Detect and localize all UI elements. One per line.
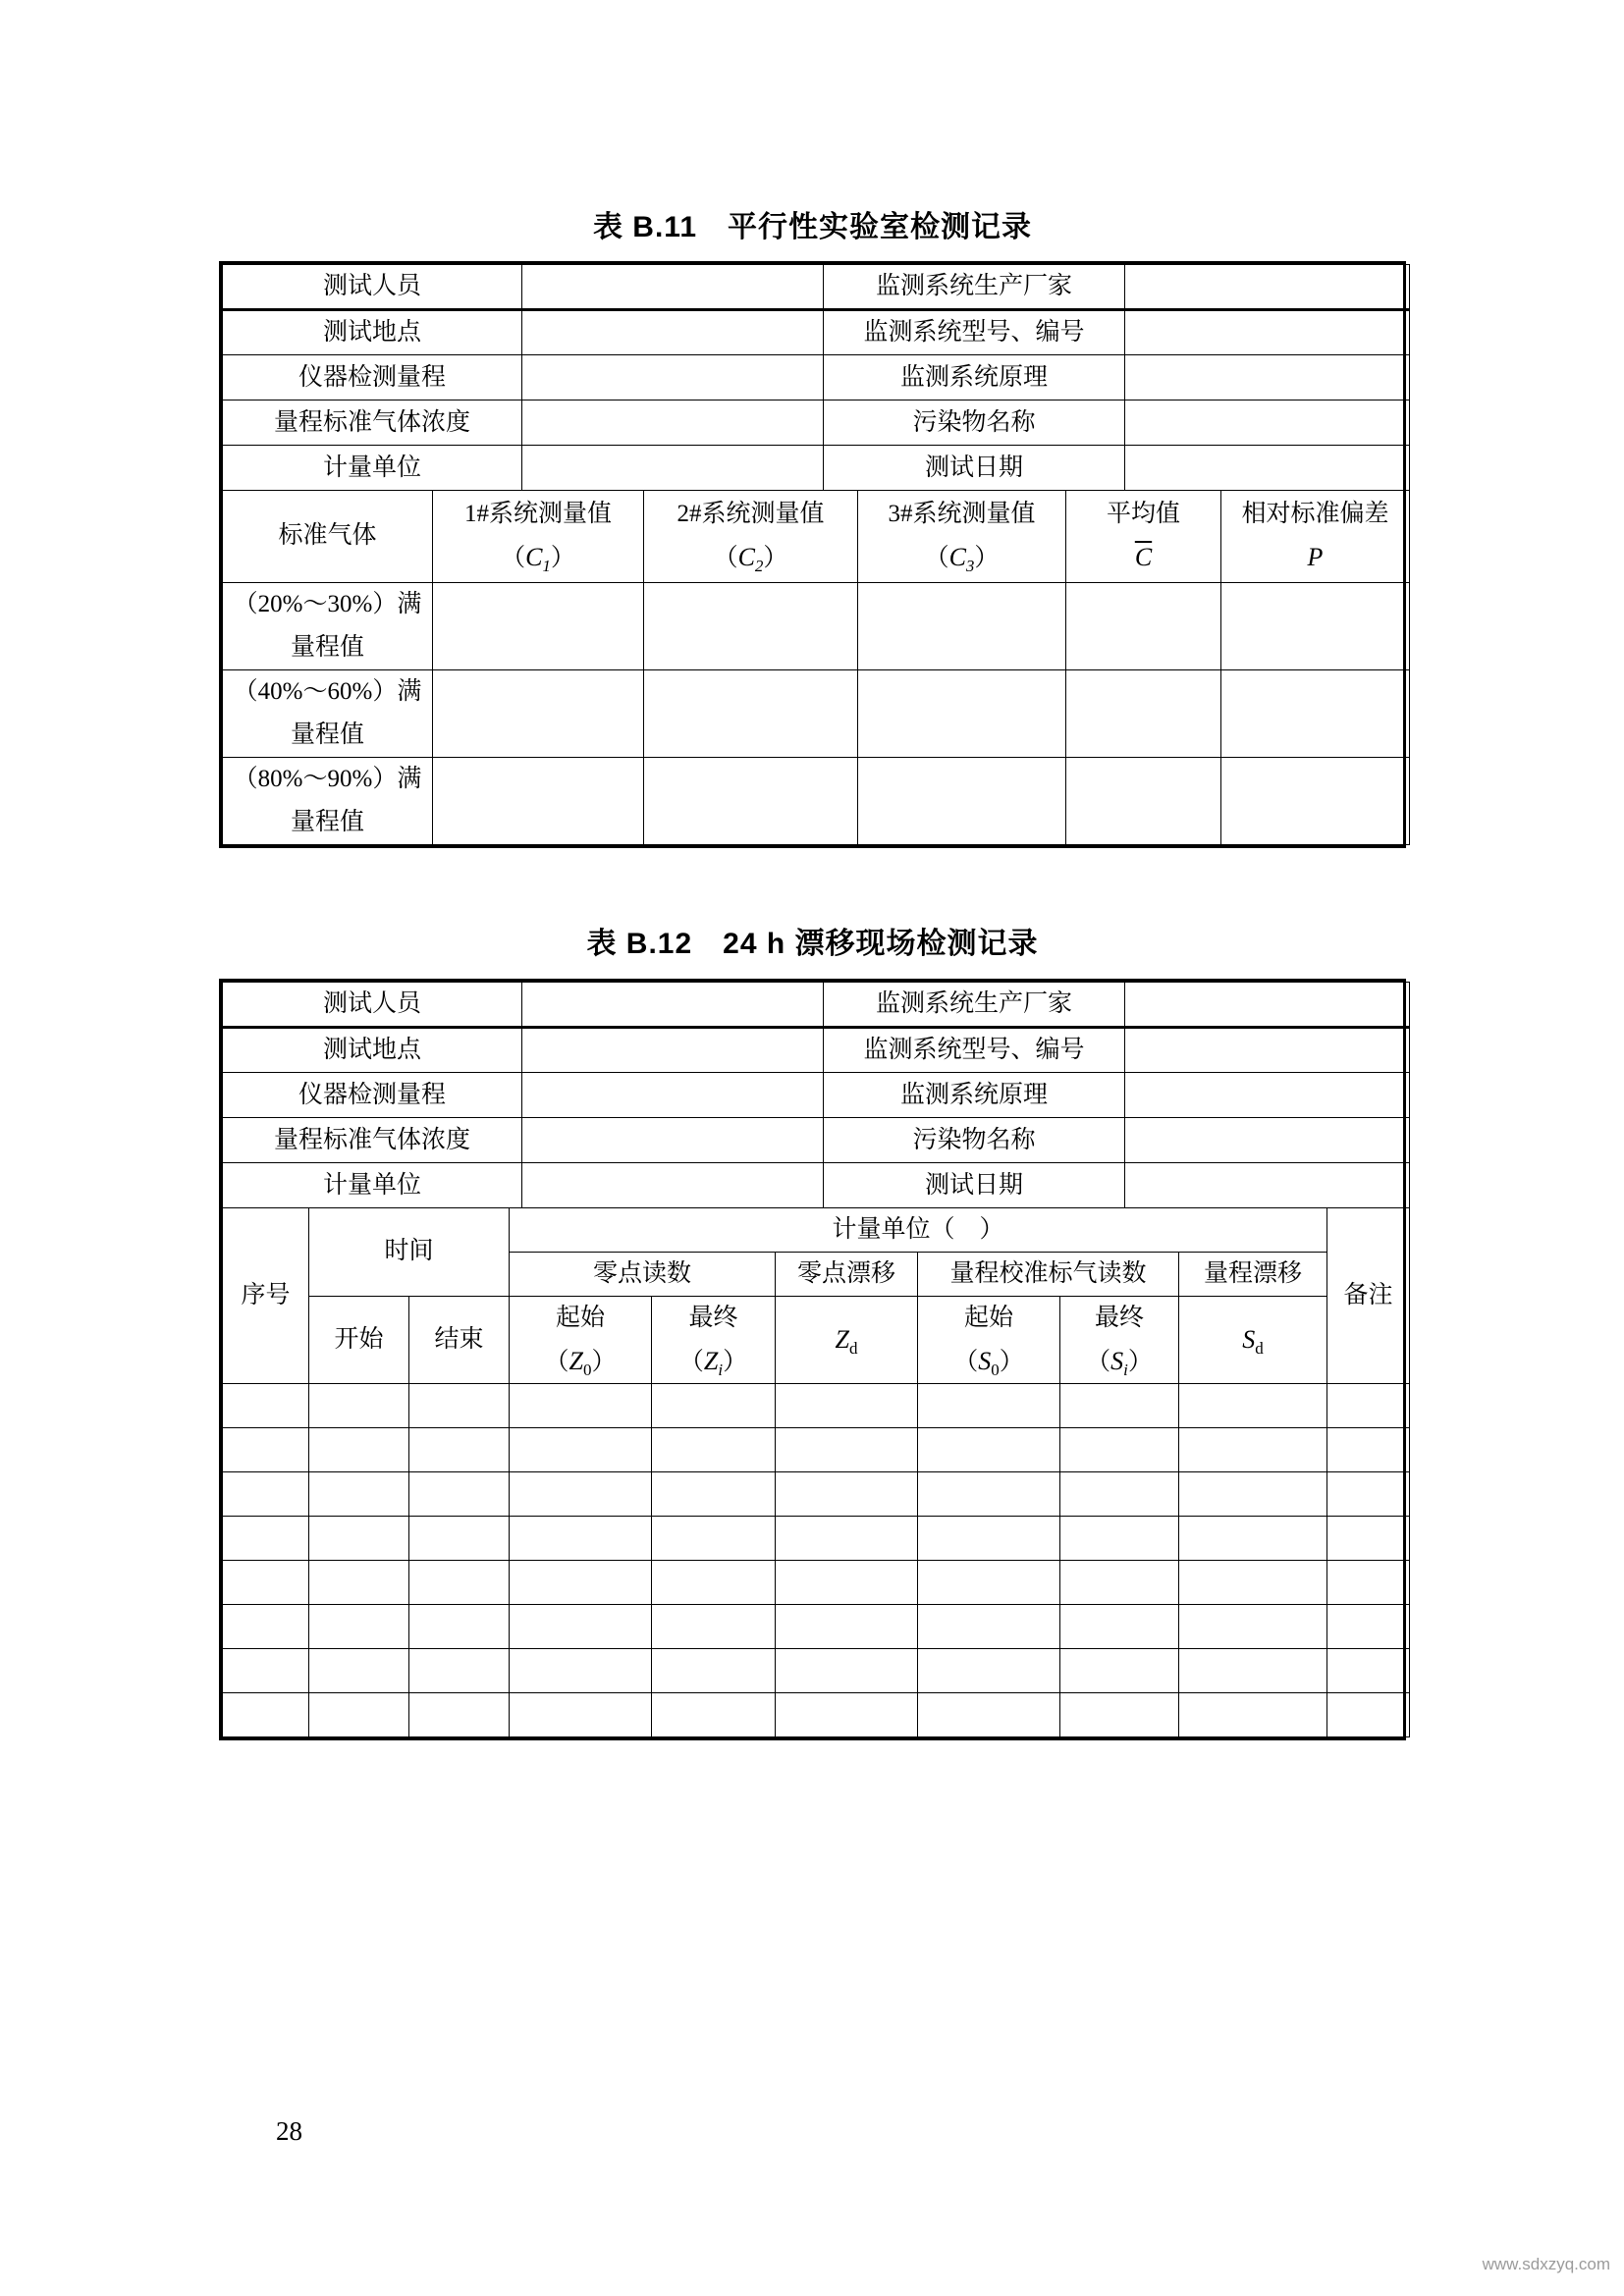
col-header-si — [1060, 1296, 1179, 1383]
watermark: www.sdxzyq.com — [1482, 2255, 1610, 2273]
empty-cell — [858, 757, 1066, 844]
paren-close: ） — [974, 545, 1000, 572]
drift-empty-row — [223, 1516, 1410, 1560]
empty-cell — [776, 1604, 918, 1648]
paren-close: ） — [723, 1348, 748, 1375]
col-header-text: 起始 — [556, 1304, 606, 1331]
col-header-mean — [1066, 491, 1221, 582]
table-row — [223, 757, 1410, 844]
empty-cell — [309, 1648, 409, 1692]
empty-cell — [309, 1516, 409, 1560]
empty-cell — [1066, 757, 1221, 844]
info-label: 测试人员 — [223, 265, 522, 310]
empty-cell — [409, 1471, 510, 1516]
drift-empty-row — [223, 1648, 1410, 1692]
info-value-cell — [1125, 1028, 1410, 1073]
info-value-cell — [1125, 1163, 1410, 1208]
drift-empty-row — [223, 1604, 1410, 1648]
info-value-cell — [522, 355, 824, 400]
empty-cell — [309, 1383, 409, 1427]
empty-cell — [918, 1471, 1060, 1516]
row-label-line2: 量程值 — [290, 633, 364, 661]
empty-cell — [644, 669, 858, 757]
empty-cell — [433, 669, 644, 757]
empty-cell — [1179, 1427, 1327, 1471]
table-row — [223, 669, 1410, 757]
var-subscript: 0 — [991, 1360, 1000, 1379]
drift-empty-row — [223, 1383, 1410, 1427]
col-header-sd — [1179, 1296, 1327, 1383]
info-label: 污染物名称 — [824, 1118, 1125, 1163]
empty-cell — [1179, 1692, 1327, 1736]
info-value-cell — [522, 1118, 824, 1163]
empty-cell — [510, 1560, 652, 1604]
info-row — [223, 1073, 1410, 1118]
paren-open: （ — [501, 545, 526, 572]
col-header-text: 最终 — [1095, 1304, 1145, 1331]
info-label: 量程标准气体浓度 — [223, 1118, 522, 1163]
info-row — [223, 265, 1410, 310]
info-label: 污染物名称 — [824, 400, 1125, 446]
info-label: 监测系统原理 — [824, 1073, 1125, 1118]
col-header-span-drift: 量程漂移 — [1179, 1252, 1327, 1296]
table-b11 — [219, 261, 1406, 848]
col-header-zi — [652, 1296, 776, 1383]
empty-cell — [1327, 1516, 1410, 1560]
col-header-s0 — [918, 1296, 1060, 1383]
empty-cell — [1327, 1383, 1410, 1427]
info-label: 监测系统原理 — [824, 355, 1125, 400]
empty-cell — [918, 1383, 1060, 1427]
row-label-line2: 量程值 — [290, 721, 364, 748]
drift-empty-row — [223, 1692, 1410, 1736]
info-value-cell — [522, 446, 824, 491]
paren-close: ） — [550, 545, 575, 572]
info-label: 监测系统生产厂家 — [824, 265, 1125, 310]
col-header-zd — [776, 1296, 918, 1383]
col-header-text: 3#系统测量值 — [888, 501, 1036, 528]
empty-cell — [1327, 1604, 1410, 1648]
empty-cell — [1221, 757, 1410, 844]
empty-cell — [510, 1516, 652, 1560]
row-label — [223, 669, 433, 757]
drift-header-row-1 — [223, 1208, 1410, 1252]
table-b12 — [219, 979, 1406, 1740]
empty-cell — [1060, 1427, 1179, 1471]
col-header-remark: 备注 — [1327, 1208, 1410, 1383]
table-b12-info-section — [222, 982, 1410, 1208]
rsd-symbol: P — [1307, 543, 1324, 572]
var-symbol: Z — [703, 1346, 719, 1375]
var-symbol: C — [737, 543, 755, 572]
empty-cell — [1179, 1604, 1327, 1648]
empty-cell — [510, 1471, 652, 1516]
empty-cell — [1060, 1560, 1179, 1604]
col-header-sys1 — [433, 491, 644, 582]
col-header-text: 平均值 — [1106, 501, 1180, 528]
info-row — [223, 1118, 1410, 1163]
info-value-cell — [522, 1028, 824, 1073]
paren-open: （ — [544, 1348, 569, 1375]
empty-cell — [409, 1383, 510, 1427]
empty-cell — [1179, 1648, 1327, 1692]
col-header-seq: 序号 — [223, 1208, 309, 1383]
empty-cell — [223, 1383, 309, 1427]
paren-open: （ — [924, 545, 949, 572]
empty-cell — [1327, 1692, 1410, 1736]
empty-cell — [652, 1648, 776, 1692]
row-label — [223, 582, 433, 669]
col-header-start: 开始 — [309, 1296, 409, 1383]
drift-empty-row — [223, 1471, 1410, 1516]
empty-cell — [409, 1648, 510, 1692]
var-symbol: C — [525, 543, 543, 572]
empty-cell — [1221, 582, 1410, 669]
var-subscript: d — [849, 1338, 858, 1358]
info-label: 测试地点 — [223, 310, 522, 355]
empty-cell — [652, 1692, 776, 1736]
row-label-line2: 量程值 — [290, 808, 364, 835]
col-header-formula — [510, 1340, 651, 1383]
paren-close: ） — [1127, 1348, 1153, 1375]
info-row — [223, 400, 1410, 446]
var-subscript: 0 — [583, 1360, 592, 1379]
var-symbol: S — [1110, 1346, 1124, 1375]
empty-cell — [510, 1383, 652, 1427]
empty-cell — [1060, 1692, 1179, 1736]
empty-cell — [510, 1692, 652, 1736]
col-header-text: 最终 — [688, 1304, 738, 1331]
empty-cell — [918, 1560, 1060, 1604]
empty-cell — [409, 1692, 510, 1736]
info-row — [223, 446, 1410, 491]
empty-cell — [858, 582, 1066, 669]
empty-cell — [409, 1604, 510, 1648]
var-symbol: C — [948, 543, 966, 572]
var-symbol: S — [1242, 1324, 1256, 1354]
info-row — [223, 310, 1410, 355]
table-row — [223, 582, 1410, 669]
info-value-cell — [522, 983, 824, 1028]
info-value-cell — [522, 400, 824, 446]
empty-cell — [1327, 1648, 1410, 1692]
paren-open: （ — [678, 1348, 704, 1375]
info-row — [223, 983, 1410, 1028]
empty-cell — [1066, 669, 1221, 757]
empty-cell — [223, 1648, 309, 1692]
info-value-cell — [522, 1073, 824, 1118]
col-header-formula — [1060, 1340, 1178, 1383]
col-header-zero-reading: 零点读数 — [510, 1252, 776, 1296]
row-label-line1: （40%～60%）满 — [233, 677, 422, 705]
info-label: 监测系统型号、编号 — [824, 310, 1125, 355]
empty-cell — [1179, 1383, 1327, 1427]
mean-symbol: $\overline{C}$ — [1134, 543, 1153, 572]
info-label: 计量单位 — [223, 1163, 522, 1208]
empty-cell — [309, 1427, 409, 1471]
empty-cell — [776, 1516, 918, 1560]
info-label: 测试日期 — [824, 446, 1125, 491]
var-symbol: Z — [835, 1324, 849, 1354]
table-b11-measure-section — [222, 491, 1410, 845]
empty-cell — [1179, 1471, 1327, 1516]
col-header-text: 2#系统测量值 — [677, 501, 825, 528]
empty-cell — [409, 1427, 510, 1471]
col-header-formula — [918, 1340, 1059, 1383]
empty-cell — [1060, 1604, 1179, 1648]
empty-cell — [776, 1383, 918, 1427]
info-value-cell — [1125, 446, 1410, 491]
info-label: 量程标准气体浓度 — [223, 400, 522, 446]
row-label — [223, 757, 433, 844]
col-header-text: 相对标准偏差 — [1241, 501, 1389, 528]
var-symbol: Z — [568, 1346, 583, 1375]
empty-cell — [1327, 1560, 1410, 1604]
empty-cell — [223, 1427, 309, 1471]
empty-cell — [223, 1471, 309, 1516]
info-label: 测试人员 — [223, 983, 522, 1028]
col-header-formula — [433, 536, 643, 579]
drift-header-body — [223, 1208, 1410, 1383]
empty-cell — [1060, 1471, 1179, 1516]
empty-cell — [776, 1471, 918, 1516]
empty-cell — [510, 1427, 652, 1471]
var-subscript: 2 — [754, 557, 764, 576]
info-value-cell — [1125, 1118, 1410, 1163]
empty-cell — [776, 1692, 918, 1736]
empty-cell — [1179, 1516, 1327, 1560]
info-label: 监测系统型号、编号 — [824, 1028, 1125, 1073]
empty-cell — [918, 1648, 1060, 1692]
empty-cell — [1060, 1383, 1179, 1427]
var-subscript: d — [1255, 1338, 1264, 1358]
info-value-cell — [522, 310, 824, 355]
empty-cell — [223, 1516, 309, 1560]
col-header-z0 — [510, 1296, 652, 1383]
empty-cell — [652, 1560, 776, 1604]
empty-cell — [1179, 1560, 1327, 1604]
col-header-formula — [858, 536, 1065, 579]
info-value-cell — [1125, 310, 1410, 355]
info-label: 仪器检测量程 — [223, 1073, 522, 1118]
empty-cell — [433, 582, 644, 669]
info-row — [223, 355, 1410, 400]
info-value-cell — [1125, 1073, 1410, 1118]
var-subscript: 1 — [542, 557, 551, 576]
empty-cell — [1060, 1648, 1179, 1692]
var-symbol: S — [978, 1346, 992, 1375]
col-header-span-reading: 量程校准标气读数 — [918, 1252, 1179, 1296]
col-header-rsd — [1221, 491, 1410, 582]
drift-empty-row — [223, 1560, 1410, 1604]
row-label-line1: （80%～90%）满 — [233, 765, 422, 792]
var-subscript: i — [718, 1360, 724, 1379]
var-subscript: 3 — [965, 557, 975, 576]
empty-cell — [1221, 669, 1410, 757]
empty-cell — [309, 1604, 409, 1648]
empty-cell — [223, 1692, 309, 1736]
info-label: 监测系统生产厂家 — [824, 983, 1125, 1028]
col-header-formula — [644, 536, 857, 579]
empty-cell — [652, 1383, 776, 1427]
empty-cell — [776, 1427, 918, 1471]
info-value-cell — [522, 1163, 824, 1208]
empty-cell — [510, 1604, 652, 1648]
empty-cell — [309, 1692, 409, 1736]
info-value-cell — [1125, 265, 1410, 310]
empty-cell — [644, 757, 858, 844]
info-value-cell — [1125, 400, 1410, 446]
empty-cell — [652, 1471, 776, 1516]
empty-cell — [1327, 1471, 1410, 1516]
empty-cell — [1060, 1516, 1179, 1560]
info-label: 仪器检测量程 — [223, 355, 522, 400]
info-row — [223, 1163, 1410, 1208]
col-header-formula — [1221, 536, 1409, 579]
empty-cell — [776, 1560, 918, 1604]
empty-cell — [1327, 1427, 1410, 1471]
table-b11-title: 表 B.11 平行性实验室检测记录 — [592, 211, 1033, 243]
info-value-cell — [1125, 983, 1410, 1028]
empty-cell — [309, 1560, 409, 1604]
col-header-unit-banner: 计量单位（ ） — [510, 1208, 1327, 1252]
col-header-zero-drift: 零点漂移 — [776, 1252, 918, 1296]
empty-cell — [918, 1604, 1060, 1648]
info-label: 测试地点 — [223, 1028, 522, 1073]
drift-empty-row — [223, 1427, 1410, 1471]
paren-close: ） — [591, 1348, 617, 1375]
col-header-text: 起始 — [964, 1304, 1014, 1331]
paren-open: （ — [1086, 1348, 1111, 1375]
empty-cell — [652, 1516, 776, 1560]
col-header-sys3 — [858, 491, 1066, 582]
empty-cell — [918, 1516, 1060, 1560]
table-b12-title: 表 B.12 24 h 漂移现场检测记录 — [586, 928, 1039, 960]
col-header-sys2 — [644, 491, 858, 582]
empty-cell — [918, 1692, 1060, 1736]
empty-cell — [776, 1648, 918, 1692]
paren-close: ） — [763, 545, 788, 572]
paren-close: ） — [999, 1348, 1024, 1375]
col-header-standard-gas: 标准气体 — [223, 491, 433, 582]
info-label: 测试日期 — [824, 1163, 1125, 1208]
empty-cell — [433, 757, 644, 844]
table-b12-drift-section — [222, 1208, 1410, 1737]
col-header-text: 1#系统测量值 — [463, 501, 612, 528]
empty-cell — [409, 1516, 510, 1560]
info-label: 计量单位 — [223, 446, 522, 491]
page-number: 28 — [276, 2116, 302, 2146]
empty-cell — [644, 582, 858, 669]
empty-cell — [409, 1560, 510, 1604]
empty-cell — [510, 1648, 652, 1692]
row-label-line1: （20%～30%）满 — [233, 590, 422, 617]
info-row — [223, 1028, 1410, 1073]
empty-cell — [652, 1604, 776, 1648]
paren-open: （ — [953, 1348, 979, 1375]
col-header-formula — [652, 1340, 775, 1383]
drift-empty-rows — [223, 1383, 1410, 1736]
paren-open: （ — [713, 545, 738, 572]
col-header-time: 时间 — [309, 1208, 510, 1296]
empty-cell — [223, 1604, 309, 1648]
empty-cell — [223, 1560, 309, 1604]
empty-cell — [652, 1427, 776, 1471]
var-subscript: i — [1123, 1360, 1128, 1379]
info-value-cell — [522, 265, 824, 310]
info-value-cell — [1125, 355, 1410, 400]
drift-header-row-3 — [223, 1296, 1410, 1383]
empty-cell — [858, 669, 1066, 757]
measure-header-row — [223, 491, 1410, 582]
empty-cell — [918, 1427, 1060, 1471]
table-b11-info-section — [222, 264, 1410, 491]
col-header-end: 结束 — [409, 1296, 510, 1383]
empty-cell — [309, 1471, 409, 1516]
col-header-formula — [1066, 536, 1220, 579]
empty-cell — [1066, 582, 1221, 669]
